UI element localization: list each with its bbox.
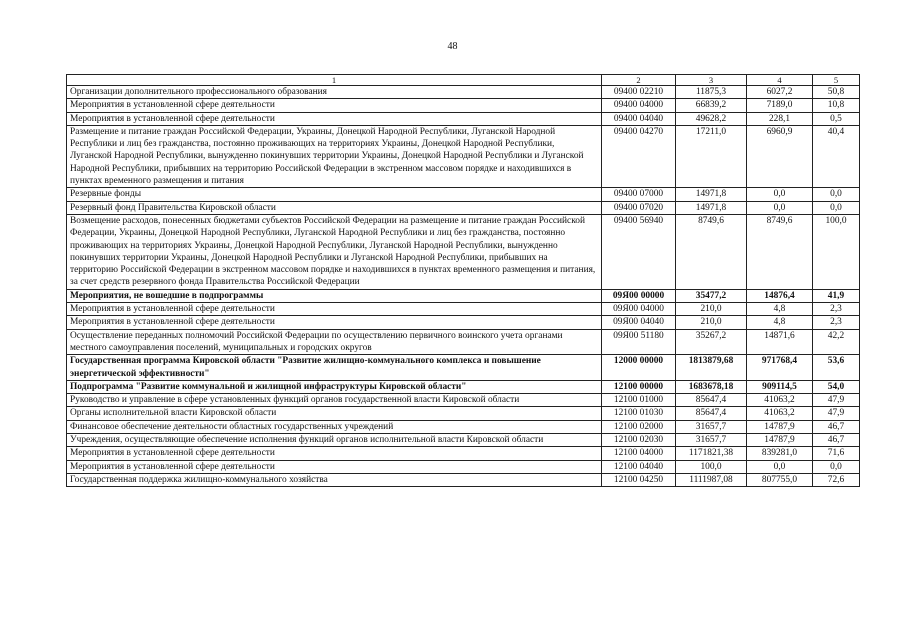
row-name-cell: Мероприятия в установленной сфере деятельности: [67, 303, 602, 316]
row-planned-cell: 100,0: [676, 460, 747, 473]
row-code-cell: 12100 01030: [602, 407, 676, 420]
row-executed-cell: 971768,4: [747, 355, 813, 381]
row-name-cell: Органы исполнительной власти Кировской области: [67, 407, 602, 420]
table-row: [67, 214, 860, 289]
table-row: [67, 316, 860, 329]
table-row: [67, 125, 860, 187]
row-executed-cell: 909114,5: [747, 380, 813, 393]
row-name-cell: Финансовое обеспечение деятельности областных государственных учреждений: [67, 420, 602, 433]
row-executed-cell: 41063,2: [747, 394, 813, 407]
budget-table: [66, 74, 860, 487]
row-percent-cell: 2,3: [813, 316, 860, 329]
row-code-cell: 12100 00000: [602, 380, 676, 393]
row-planned-cell: 1683678,18: [676, 380, 747, 393]
table-row: [67, 289, 860, 302]
row-name-cell: Размещение и питание граждан Российской Федерации, Украины, Донецкой Народной Республики, Луганской Народной Республики и лиц без гражданства, постоянно проживающих на территориях Украины, Донецкой Народной Республики, Луганской Народной Республики, вынужденно покинувших территории Украины, Донецкой Народной Республики и Луганской Народной Республики, прибывших на территорию Российской Федерации в экстренном массовом порядке и находившихся в пунктах временного размещения и питания: [67, 125, 602, 187]
row-planned-cell: 85647,4: [676, 394, 747, 407]
row-percent-cell: 40,4: [813, 125, 860, 187]
row-executed-cell: 6960,9: [747, 125, 813, 187]
table-row: [67, 407, 860, 420]
row-planned-cell: 210,0: [676, 316, 747, 329]
table-row: [67, 473, 860, 486]
row-percent-cell: 100,0: [813, 214, 860, 289]
row-planned-cell: 35477,2: [676, 289, 747, 302]
row-executed-cell: 4,8: [747, 316, 813, 329]
row-percent-cell: 0,0: [813, 201, 860, 214]
row-executed-cell: 0,0: [747, 188, 813, 201]
row-percent-cell: 2,3: [813, 303, 860, 316]
row-planned-cell: 11875,3: [676, 86, 747, 99]
row-code-cell: 12100 01000: [602, 394, 676, 407]
row-percent-cell: 47,9: [813, 394, 860, 407]
row-planned-cell: 31657,7: [676, 434, 747, 447]
row-planned-cell: 66839,2: [676, 99, 747, 112]
row-percent-cell: 72,6: [813, 473, 860, 486]
row-name-cell: Мероприятия, не вошедшие в подпрограммы: [67, 289, 602, 302]
row-executed-cell: 14876,4: [747, 289, 813, 302]
row-name-cell: Мероприятия в установленной сфере деятельности: [67, 316, 602, 329]
table-row: [67, 380, 860, 393]
row-code-cell: 09400 56940: [602, 214, 676, 289]
row-executed-cell: 14871,6: [747, 329, 813, 355]
row-percent-cell: 0,0: [813, 460, 860, 473]
row-name-cell: Осуществление переданных полномочий Российской Федерации по осуществлению первичного воинского учета органами местного самоуправления поселений, муниципальных и городских округов: [67, 329, 602, 355]
row-executed-cell: 807755,0: [747, 473, 813, 486]
table-row: [67, 434, 860, 447]
row-name-cell: Государственная программа Кировской области "Развитие жилищно-коммунального комплекса и повышение энергетической эффективности": [67, 355, 602, 381]
table-row: [67, 86, 860, 99]
header-col-3: 3: [676, 75, 747, 86]
row-planned-cell: 1111987,08: [676, 473, 747, 486]
row-code-cell: 09400 02210: [602, 86, 676, 99]
row-percent-cell: 10,8: [813, 99, 860, 112]
row-name-cell: Учреждения, осуществляющие обеспечение исполнения функций органов исполнительной власти Кировской области: [67, 434, 602, 447]
table-row: [67, 460, 860, 473]
row-planned-cell: 35267,2: [676, 329, 747, 355]
row-name-cell: Мероприятия в установленной сфере деятельности: [67, 460, 602, 473]
header-col-2: 2: [602, 75, 676, 86]
table-row: [67, 201, 860, 214]
table-body: [67, 86, 860, 487]
header-col-5: 5: [813, 75, 860, 86]
row-planned-cell: 31657,7: [676, 420, 747, 433]
row-planned-cell: 14971,8: [676, 188, 747, 201]
row-code-cell: 09Я00 00000: [602, 289, 676, 302]
header-col-4: 4: [747, 75, 813, 86]
row-executed-cell: 0,0: [747, 201, 813, 214]
row-executed-cell: 41063,2: [747, 407, 813, 420]
row-percent-cell: 41,9: [813, 289, 860, 302]
row-code-cell: 09400 04000: [602, 99, 676, 112]
table-row: [67, 394, 860, 407]
row-percent-cell: 53,6: [813, 355, 860, 381]
row-percent-cell: 42,2: [813, 329, 860, 355]
row-executed-cell: 839281,0: [747, 447, 813, 460]
row-planned-cell: 1813879,68: [676, 355, 747, 381]
table-header-row: [67, 75, 860, 86]
row-planned-cell: 17211,0: [676, 125, 747, 187]
row-code-cell: 12100 04040: [602, 460, 676, 473]
row-code-cell: 12100 02000: [602, 420, 676, 433]
row-code-cell: 12100 04000: [602, 447, 676, 460]
row-planned-cell: 8749,6: [676, 214, 747, 289]
row-code-cell: 12100 02030: [602, 434, 676, 447]
row-name-cell: Мероприятия в установленной сфере деятельности: [67, 447, 602, 460]
row-name-cell: Руководство и управление в сфере установленных функций органов государственной власти Кировской области: [67, 394, 602, 407]
row-code-cell: 09Я00 51180: [602, 329, 676, 355]
table-row: [67, 188, 860, 201]
row-code-cell: 09Я00 04000: [602, 303, 676, 316]
row-percent-cell: 46,7: [813, 434, 860, 447]
table-row: [67, 112, 860, 125]
row-executed-cell: 6027,2: [747, 86, 813, 99]
row-code-cell: 09400 07000: [602, 188, 676, 201]
table-row: [67, 447, 860, 460]
table-row: [67, 303, 860, 316]
row-executed-cell: 228,1: [747, 112, 813, 125]
row-planned-cell: 1171821,38: [676, 447, 747, 460]
row-executed-cell: 7189,0: [747, 99, 813, 112]
row-planned-cell: 210,0: [676, 303, 747, 316]
row-name-cell: Резервный фонд Правительства Кировской области: [67, 201, 602, 214]
row-planned-cell: 85647,4: [676, 407, 747, 420]
row-name-cell: Организации дополнительного профессионального образования: [67, 86, 602, 99]
row-percent-cell: 71,6: [813, 447, 860, 460]
row-executed-cell: 4,8: [747, 303, 813, 316]
page-number: 48: [447, 41, 458, 52]
row-name-cell: Подпрограмма "Развитие коммунальной и жилищной инфраструктуры Кировской области": [67, 380, 602, 393]
row-percent-cell: 47,9: [813, 407, 860, 420]
row-code-cell: 09400 04270: [602, 125, 676, 187]
row-code-cell: 09400 07020: [602, 201, 676, 214]
row-percent-cell: 0,0: [813, 188, 860, 201]
row-planned-cell: 14971,8: [676, 201, 747, 214]
row-planned-cell: 49628,2: [676, 112, 747, 125]
row-code-cell: 12100 04250: [602, 473, 676, 486]
row-code-cell: 12000 00000: [602, 355, 676, 381]
row-percent-cell: 50,8: [813, 86, 860, 99]
row-code-cell: 09400 04040: [602, 112, 676, 125]
row-executed-cell: 0,0: [747, 460, 813, 473]
row-name-cell: Мероприятия в установленной сфере деятельности: [67, 112, 602, 125]
row-percent-cell: 54,0: [813, 380, 860, 393]
row-percent-cell: 0,5: [813, 112, 860, 125]
table-row: [67, 329, 860, 355]
row-name-cell: Мероприятия в установленной сфере деятельности: [67, 99, 602, 112]
header-col-1: 1: [67, 75, 602, 86]
row-name-cell: Возмещение расходов, понесенных бюджетами субъектов Российской Федерации на размещение и питание граждан Российской Федерации, Украины, Донецкой Народной Республики, Луганской Народной Республики и лиц без гражданства, постоянно проживающих на территориях Украины, Донецкой Народной Республики, Луганской Народной Республики, вынужденно покинувших территории Украины, Донецкой Народной Республики и Луганской Народной Республики, прибывших на территорию Российской Федерации в экстренном массовом порядке и находившихся в пунктах временного размещения и питания, за счет средств резервного фонда Правительства Российской Федерации: [67, 214, 602, 289]
table-row: [67, 99, 860, 112]
table-row: [67, 355, 860, 381]
table-row: [67, 420, 860, 433]
row-executed-cell: 8749,6: [747, 214, 813, 289]
row-code-cell: 09Я00 04040: [602, 316, 676, 329]
row-name-cell: Государственная поддержка жилищно-коммунального хозяйства: [67, 473, 602, 486]
row-name-cell: Резервные фонды: [67, 188, 602, 201]
row-percent-cell: 46,7: [813, 420, 860, 433]
row-executed-cell: 14787,9: [747, 434, 813, 447]
row-executed-cell: 14787,9: [747, 420, 813, 433]
